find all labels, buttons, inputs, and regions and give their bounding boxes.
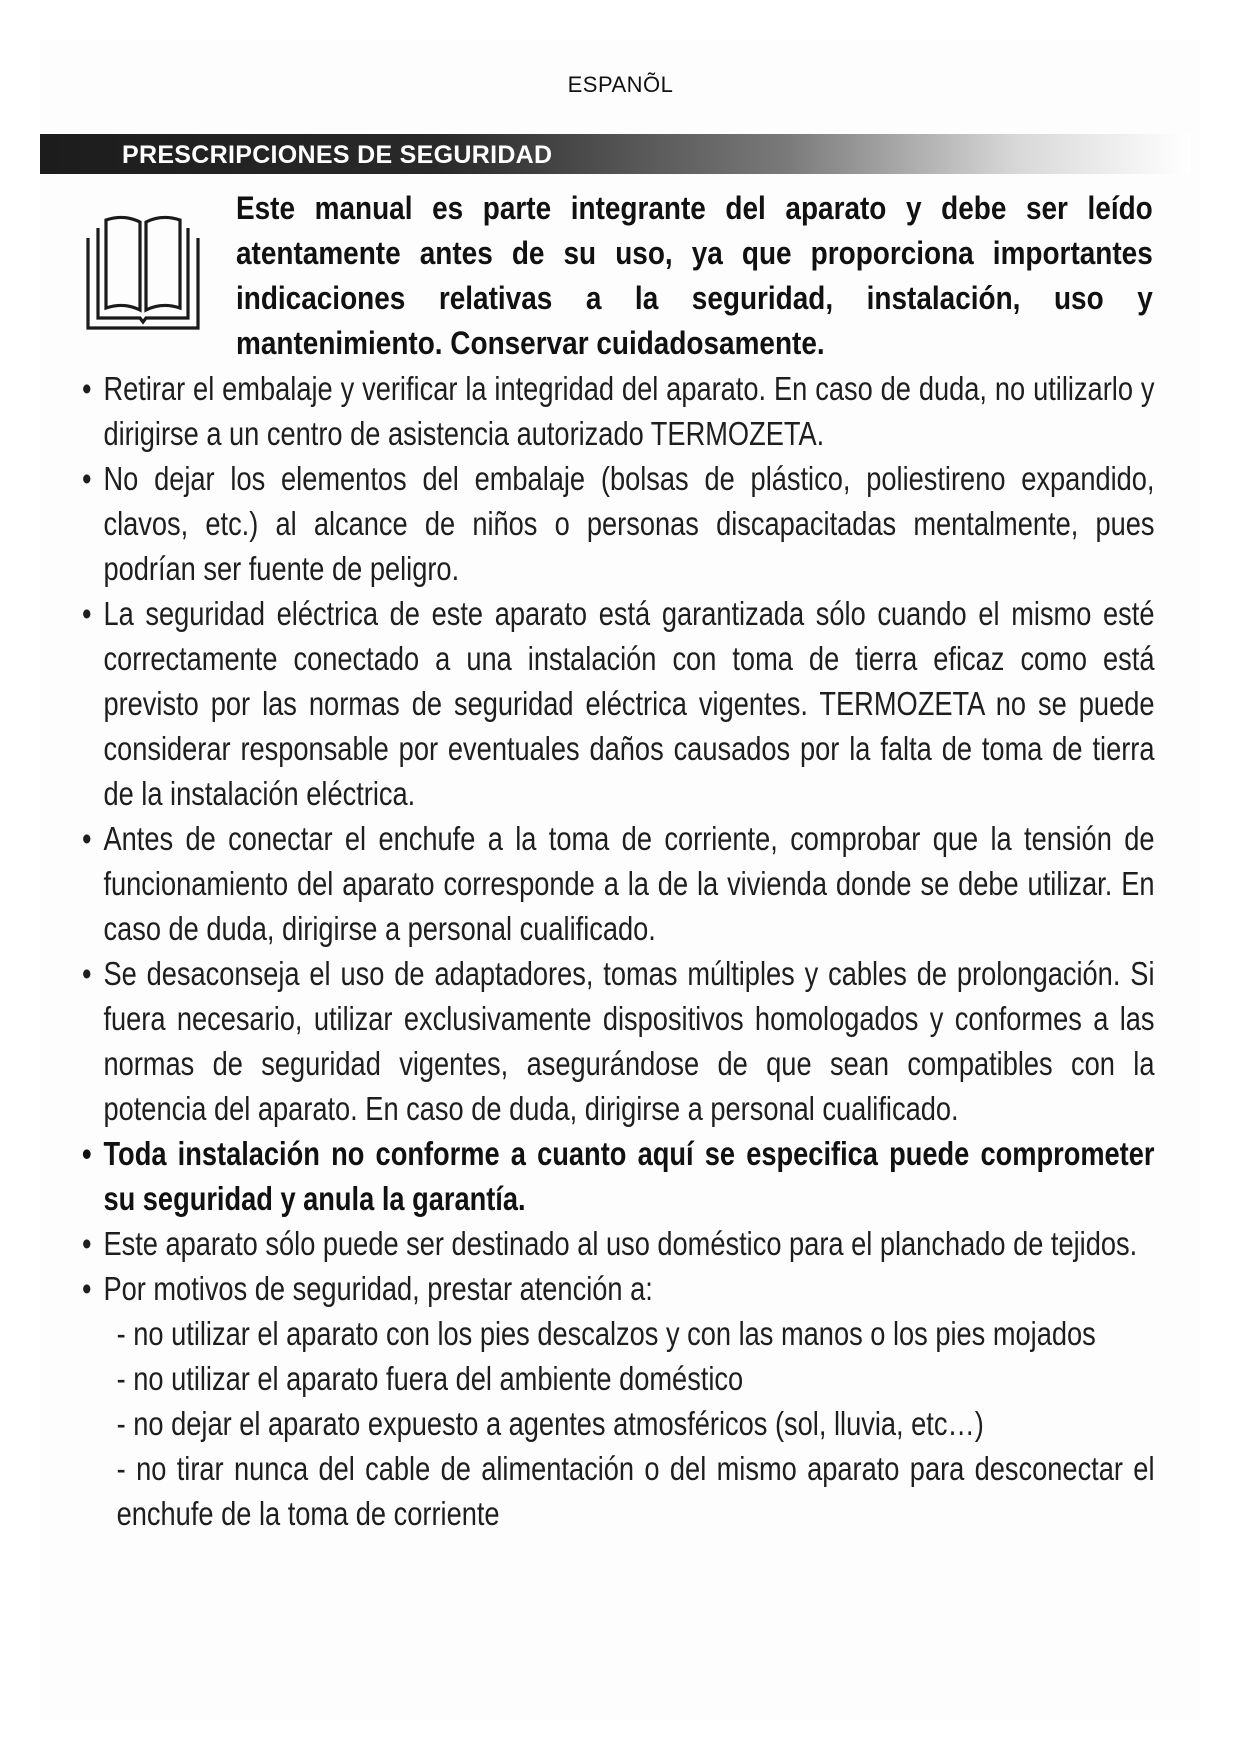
list-item: [82, 366, 1155, 456]
list-item: [82, 816, 1155, 951]
section-header-bar: [40, 134, 1190, 174]
list-item-text: No dejar los elementos del embalaje (bolsas de plástico, poliestireno expandido, clavos, etc.) al alcance de niños o personas discapacitadas mentalmente, pues podrían ser fuente de peligro.: [103, 460, 1155, 587]
bullet-icon: •: [82, 370, 92, 407]
language-header: ESPANÕL: [567, 72, 674, 97]
bullet-icon: •: [82, 1225, 92, 1262]
list-item: [82, 1221, 1155, 1266]
bullet-icon: •: [82, 955, 92, 992]
list-item-text: Antes de conectar el enchufe a la toma de corriente, comprobar que la tensión de funcionamiento del aparato corresponde a la de la vivienda donde se debe utilizar. En caso de duda, dirigirse a personal cualificado.: [103, 820, 1155, 947]
list-item-text: Este aparato sólo puede ser destinado al uso doméstico para el planchado de tejidos.: [103, 1225, 1138, 1262]
list-item: [82, 591, 1155, 816]
open-book-icon: [78, 210, 208, 340]
intro-notice: Este manual es parte integrante del aparato y debe ser leído atentamente antes de su uso, ya que proporciona importantes indicaciones relativas a la seguridad, instalación, uso y mantenimiento. Conservar cuidadosamente.: [236, 190, 1153, 361]
sub-list-item: - no utilizar el aparato con los pies descalzos y con las manos o los pies mojados: [116, 1315, 1096, 1352]
list-item: [82, 1266, 1155, 1311]
bullet-icon: •: [82, 460, 92, 497]
list-item-text: La seguridad eléctrica de este aparato está garantizada sólo cuando el mismo esté correctamente conectado a una instalación con toma de tierra eficaz como está previsto por las normas de seguridad eléctrica vigentes. TERMOZETA no se puede considerar responsable por eventuales daños causados por la falta de toma de tierra de la instalación eléctrica.: [103, 595, 1155, 812]
bullet-icon: •: [82, 595, 92, 632]
sub-list-item: - no dejar el aparato expuesto a agentes atmosféricos (sol, lluvia, etc…): [116, 1405, 984, 1442]
list-item-text: Por motivos de seguridad, prestar atención a:: [103, 1270, 653, 1307]
safety-list: [82, 366, 1155, 1536]
list-item-text: Toda instalación no conforme a cuanto aquí se especifica puede comprometer su seguridad y anula la garantía.: [103, 1135, 1155, 1217]
bullet-icon: •: [82, 1270, 92, 1307]
list-item: [82, 456, 1155, 591]
sub-list-item: - no tirar nunca del cable de alimentación o del mismo aparato para desconectar el enchufe de la toma de corriente: [116, 1450, 1155, 1532]
list-item: [82, 951, 1155, 1131]
list-item-text: Retirar el embalaje y verificar la integridad del aparato. En caso de duda, no utilizarlo y dirigirse a un centro de asistencia autorizado TERMOZETA.: [103, 370, 1155, 452]
sub-list-item: - no utilizar el aparato fuera del ambiente doméstico: [116, 1360, 744, 1397]
bullet-icon: •: [82, 820, 92, 857]
list-item-text: Se desaconseja el uso de adaptadores, tomas múltiples y cables de prolongación. Si fuera necesario, utilizar exclusivamente dispositivos homologados y conformes a las normas de seguridad vigentes, asegurándose de que sean compatibles con la potencia del aparato. En caso de duda, dirigirse a personal cualificado.: [103, 955, 1155, 1127]
section-title: PRESCRIPCIONES DE SEGURIDAD: [122, 141, 553, 169]
bullet-icon: •: [82, 1135, 92, 1172]
warranty-warning: [82, 1131, 1155, 1221]
